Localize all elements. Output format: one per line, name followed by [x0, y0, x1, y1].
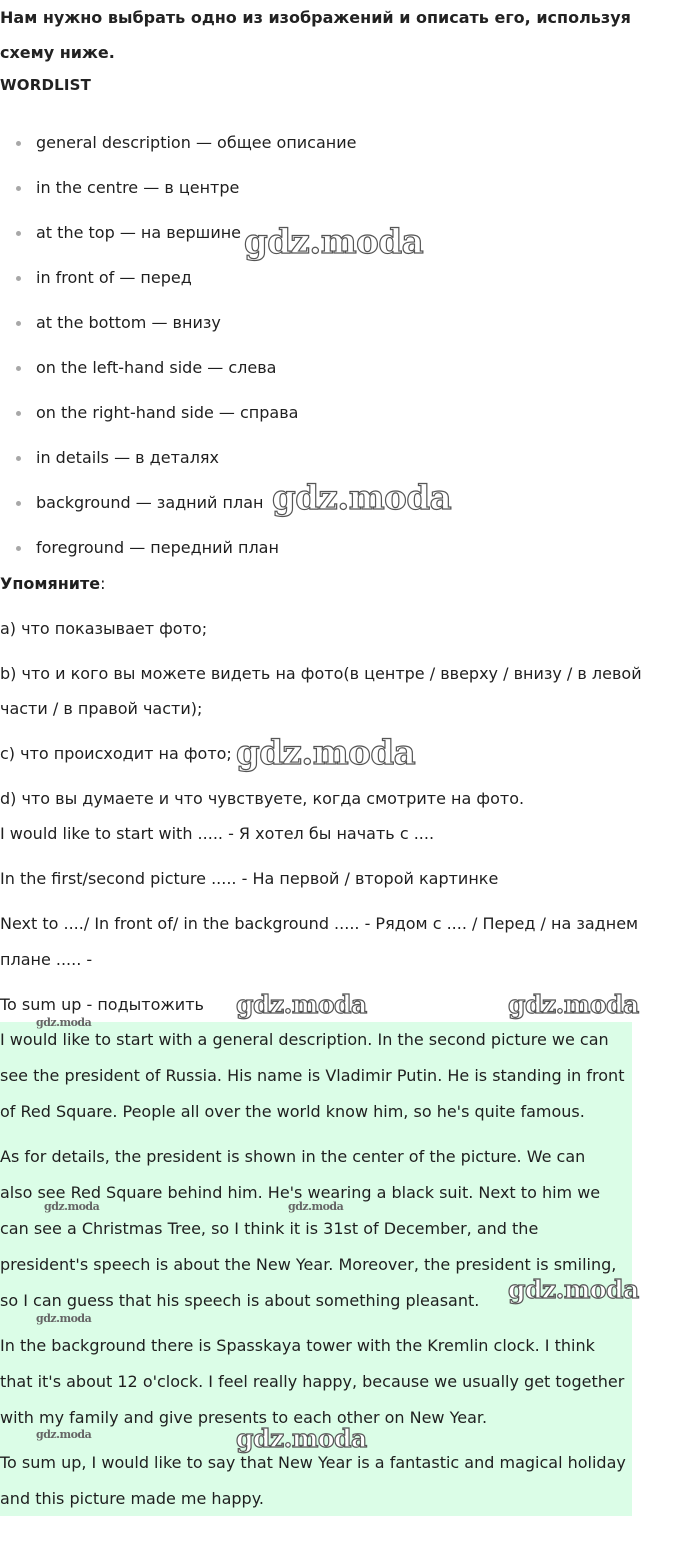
watermark: gdz.moda: [36, 1016, 92, 1029]
answer-line: As for details, the president is shown in the center of the picture. We can: [0, 1147, 586, 1166]
list-item-text: in front of — перед: [36, 268, 192, 287]
list-item-text: on the right-hand side — справа: [36, 403, 299, 422]
answer-line: see the president of Russia. His name is Vladimir Putin. He is standing in front: [0, 1066, 625, 1085]
mention-a: a) что показывает фото;: [0, 619, 208, 638]
mention-c: c) что происходит на фото;: [0, 744, 232, 763]
list-item: [0, 168, 680, 213]
list-item: [0, 258, 680, 303]
bullet-icon: [16, 366, 21, 371]
phrase-sum-up: To sum up - подытожить: [0, 995, 204, 1014]
answer-line: In the background there is Spasskaya tower with the Kremlin clock. I think: [0, 1336, 595, 1355]
list-item: [0, 348, 680, 393]
answer-line: president's speech is about the New Year. Moreover, the president is smiling,: [0, 1255, 617, 1274]
answer-line: I would like to start with a general description. In the second picture we can: [0, 1030, 609, 1049]
mention-b-line1: b) что и кого вы можете видеть на фото(в центре / вверху / внизу / в левой: [0, 664, 642, 683]
wordlist: [0, 123, 680, 573]
list-item-text: at the bottom — внизу: [36, 313, 221, 332]
watermark: gdz.moda: [44, 1200, 100, 1213]
phrase-next-to-line2: плане ..... -: [0, 950, 93, 969]
phrase-picture: In the first/second picture ..... - На первой / второй картинке: [0, 869, 499, 888]
phrase-next-to-line1: Next to ..../ In front of/ in the background ..... - Рядом с .... / Перед / на заднем: [0, 914, 639, 933]
watermark: gdz.moda: [272, 478, 452, 518]
watermark: gdz.moda: [236, 1424, 367, 1453]
answer-line: To sum up, I would like to say that New Year is a fantastic and magical holiday: [0, 1453, 626, 1472]
mention-heading-colon: :: [100, 574, 106, 593]
list-item: [0, 483, 680, 528]
list-item: [0, 123, 680, 168]
list-item: [0, 303, 680, 348]
answer-line: can see a Christmas Tree, so I think it is 31st of December, and the: [0, 1219, 539, 1238]
answer-line: and this picture made me happy.: [0, 1489, 264, 1508]
list-item: [0, 438, 680, 483]
mention-d: d) что вы думаете и что чувствуете, когда смотрите на фото.: [0, 789, 525, 808]
list-item-text: on the left-hand side — слева: [36, 358, 277, 377]
list-item-text: general description — общее описание: [36, 133, 357, 152]
phrase-start: I would like to start with ..... - Я хотел бы начать с ....: [0, 824, 435, 843]
bullet-icon: [16, 231, 21, 236]
bullet-icon: [16, 321, 21, 326]
bullet-icon: [16, 501, 21, 506]
watermark: gdz.moda: [288, 1200, 344, 1213]
list-item: [0, 213, 680, 258]
bullet-icon: [16, 546, 21, 551]
bullet-icon: [16, 186, 21, 191]
bullet-icon: [16, 411, 21, 416]
wordlist-heading: WORDLIST: [0, 76, 92, 94]
bullet-icon: [16, 141, 21, 146]
watermark: gdz.moda: [508, 1275, 639, 1304]
mention-b-line2: части / в правой части);: [0, 699, 203, 718]
watermark: gdz.moda: [236, 733, 416, 773]
list-item-text: background — задний план: [36, 493, 264, 512]
list-item-text: at the top — на вершине: [36, 223, 242, 242]
mention-heading-text: Упомяните: [0, 574, 101, 593]
answer-line: also see Red Square behind him. He's wearing a black suit. Next to him we: [0, 1183, 601, 1202]
answer-line: of Red Square. People all over the world know him, so he's quite famous.: [0, 1102, 585, 1121]
list-item-text: in the centre — в центре: [36, 178, 240, 197]
answer-line: so I can guess that his speech is about something pleasant.: [0, 1291, 480, 1310]
watermark: gdz.moda: [508, 990, 639, 1019]
task-intro: Нам нужно выбрать одно из изображений и описать его, используя схему ниже.: [0, 8, 631, 62]
list-item: [0, 393, 680, 438]
watermark: gdz.moda: [36, 1428, 92, 1441]
watermark: gdz.moda: [236, 990, 367, 1019]
list-item-text: in details — в деталях: [36, 448, 220, 467]
bullet-icon: [16, 456, 21, 461]
mention-heading: [0, 566, 106, 602]
answer-line: that it's about 12 o'clock. I feel really happy, because we usually get together: [0, 1372, 625, 1391]
list-item-text: foreground — передний план: [36, 538, 279, 557]
answer-line: with my family and give presents to each other on New Year.: [0, 1408, 488, 1427]
watermark: gdz.moda: [36, 1312, 92, 1325]
bullet-icon: [16, 276, 21, 281]
watermark: gdz.moda: [244, 222, 424, 262]
